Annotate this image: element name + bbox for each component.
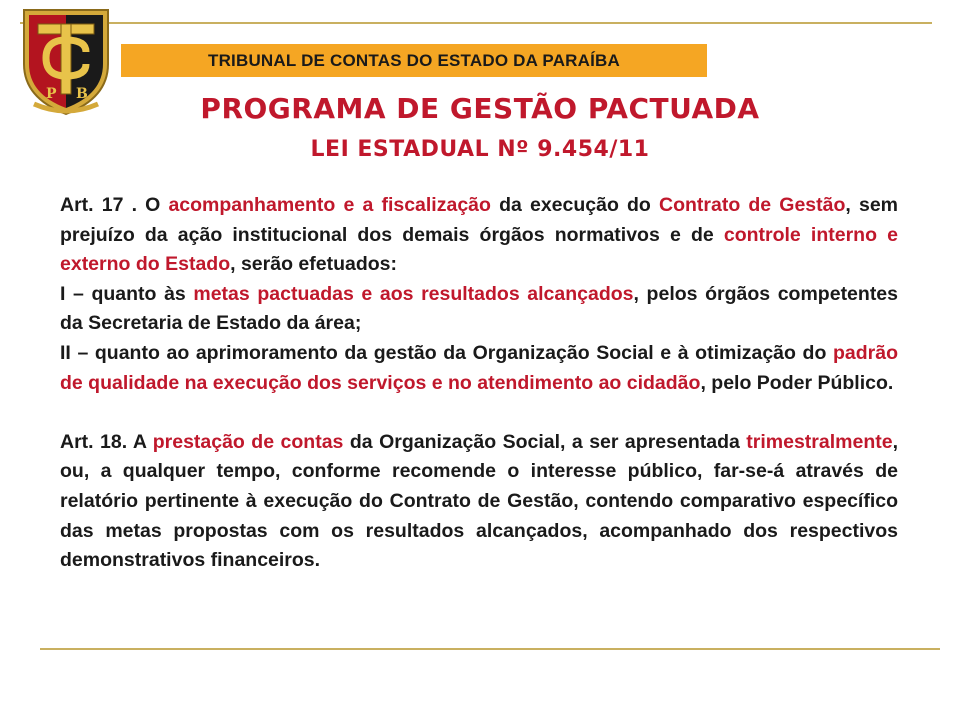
svg-text:B: B xyxy=(76,86,88,102)
law-text-body xyxy=(60,191,898,576)
article-18-paragraph: Art. 18. A prestação de contas da Organização Social, a ser apresentada trimestralmente, ou, a qualquer tempo, conforme recomende o interesse público, far-se-á através de relatório pertinente à execução do Contrato de Gestão, contendo comparativo específico das metas propostas com os resultados alcançados, acompanhado dos respectivos demonstrativos financeiros. xyxy=(60,430,899,572)
program-title: PROGRAMA DE GESTÃO PACTUADA xyxy=(200,92,760,125)
highlight-text: acompanhamento e a fiscalização xyxy=(168,194,491,216)
highlight-text: padrão de qualidade na execução dos serviços e no atendimento ao cidadão xyxy=(60,341,898,394)
organization-name: TRIBUNAL DE CONTAS DO ESTADO DA PARAÍBA xyxy=(207,50,621,70)
law-title: LEI ESTADUAL Nº 9.454/11 xyxy=(310,137,650,162)
bottom-divider xyxy=(40,648,940,650)
highlight-text: metas pactuadas e aos resultados alcançados xyxy=(193,282,634,305)
highlight-text: trimestralmente xyxy=(746,430,893,453)
highlight-text: controle interno e externo do Estado xyxy=(60,223,898,276)
highlight-text: Contrato de Gestão xyxy=(659,194,846,216)
top-divider xyxy=(20,22,932,24)
organization-banner xyxy=(121,44,707,77)
svg-text:P: P xyxy=(46,86,57,102)
item-ii-paragraph: II – quanto ao aprimoramento da gestão da Organização Social e à otimização do padrão de qualidade na execução dos serviços e no atendimento ao cidadão, pelo Poder Público. xyxy=(60,341,898,394)
article-17-paragraph: Art. 17 . O acompanhamento e a fiscalização da execução do Contrato de Gestão, sem prejuízo da ação institucional dos demais órgãos normativos e de controle interno e externo do Estado, serão efetuados: xyxy=(60,194,898,276)
highlight-text: prestação de contas xyxy=(152,430,344,453)
item-i-paragraph: I – quanto às metas pactuadas e aos resultados alcançados, pelos órgãos competentes da Secretaria de Estado da área; xyxy=(60,282,899,335)
